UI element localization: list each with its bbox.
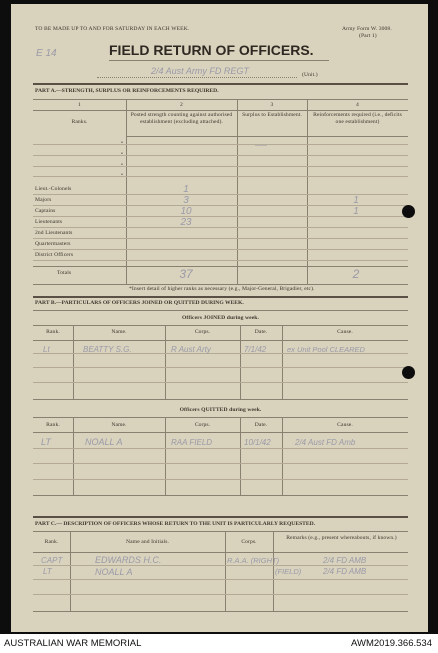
reinforcement-value: 1 [353,195,359,206]
rank-label: Captains [35,208,56,214]
col-corps: Corps. [194,329,211,335]
header-posted: Posted strength counting against authorised establishment (excluding attached). [130,112,233,125]
joined-title: Officers JOINED during week. [181,315,260,321]
joined-corps: R Aust Arty [171,345,211,354]
top-note: TO BE MADE UP TO AND FOR SATURDAY IN EACH WEEK. [35,26,190,32]
quitted-title: Officers QUITTED during week. [179,407,262,413]
joined-name: BEATTY S.G. [83,345,132,354]
col-name: Name. [111,329,127,335]
form-number: Army Form W. 3008. [342,26,392,32]
joined-date: 7/1/42 [244,345,267,354]
requested-remarks: 2/4 FD AMB [323,556,367,565]
rank-label: Lieut.-Colonels [35,186,72,192]
totals-label: Totals [57,270,72,276]
rank-label: District Officers [35,252,74,258]
total-posted: 37 [179,267,193,281]
corner-handwritten: E 14 [36,48,57,59]
form-title: FIELD RETURN OF OFFICERS. [109,42,314,58]
col-num-1: 1 [78,102,81,108]
col-name: Name. [111,422,127,428]
total-reinforcements: 2 [352,267,360,281]
col-cause: Cause. [337,422,353,428]
unit-label: (Unit.) [302,72,318,78]
joined-cause: ex Unit Pool CLEARED [287,345,365,354]
joined-rank: Lt [43,345,50,354]
quitted-name: NOALL A [85,437,123,447]
col-name-initials: Name and Initials. [126,539,169,545]
quitted-rank: LT [41,437,51,447]
col-rank: Rank. [44,539,59,545]
footer-right: AWM2019.366.534 [351,638,432,649]
header-ranks: Ranks. [71,119,88,125]
posted-value: 3 [183,195,189,206]
quitted-cause: 2/4 Aust FD Amb [295,438,356,447]
col-remarks: Remarks (e.g., present whereabouts, if known.) [286,535,397,541]
col-num-2: 2 [180,102,183,108]
part-a-title: PART A.—STRENGTH, SURPLUS OR REINFORCEMENTS REQUIRED. [35,88,219,94]
requested-rank: LT [43,567,52,576]
col-num-4: 4 [356,102,359,108]
requested-remarks: 2/4 FD AMB [323,567,367,576]
posted-value: 23 [180,217,192,228]
header-reinforcements: Reinforcements required (i.e., deficits one establishment) [313,112,402,125]
footer-bar [0,634,438,653]
col-rank: Rank. [46,422,60,428]
rank-label: 2nd Lieutenants [35,230,73,236]
rank-label: Majors [35,197,52,203]
rank-label: Quartermasters [35,241,71,247]
reinforcement-value: 1 [353,206,359,217]
col-corps: Corps. [241,539,257,545]
requested-corps: R.A.A. (RIGHT) [227,556,280,565]
part-a-footnote: *Insert detail of higher ranks as necessary (e.g., Major-General, Brigadier, etc). [129,286,315,292]
col-num-3: 3 [270,102,274,108]
requested-corps: (FIELD) [275,567,302,576]
col-date: Date. [254,422,268,428]
requested-name: NOALL A [95,567,133,577]
punch-hole [402,366,415,379]
header-surplus: Surplus to Establishment. [242,112,302,118]
part-b-title: PART B.—PARTICULARS OF OFFICERS JOINED OR QUITTED DURING WEEK. [35,300,244,306]
col-date: Date. [254,329,268,335]
col-cause: Cause. [337,329,353,335]
quitted-date: 10/1/42 [244,438,271,447]
col-corps: Corps. [194,422,211,428]
quitted-corps: RAA FIELD [171,438,213,447]
punch-hole [402,205,415,218]
requested-rank: CAPT [41,556,63,565]
unit-handwritten: 2/4 Aust Army FD REGT [151,66,249,76]
posted-value: 1 [183,184,189,195]
form-sheet: TO BE MADE UP TO AND FOR SATURDAY IN EACH WEEK. Army Form W. 3008. (Part 1) E 14 FIELD RETURN OF OFFICERS. 2/4 Aust Army FD REGT (Unit.) PART A.—STRENGTH, SURPLUS OR REINFORCEMENTS REQUIRED. 1 2 3 4 Ranks. Posted strength counting against authorised establishment (excluding attached). Surplus to Establishment. Reinforcements required (i.e., deficits one establishment) • • • • —— Lieut.-Colonels Majors Captains Lieutenants 2nd Lieutenants Quartermasters District Officers 1 3 10 23 1 1 Totals 37 2 *Insert detail of higher ranks as necessary (e.g., Major-General, Brigadier, etc). PART B.—PARTICULARS OF OFFICERS JOINED OR QUITTED DURING WEEK. Officers JOINED during week. Rank. Name. Corps. Date. Cause. Lt BEATTY S.G. R Aust Arty 7/1/42 ex Unit Pool CLEARED Officers QUITTED during week. Rank. Name. Corps. Date. Cause. LT NOALL A RAA FIELD 10/1/42 2/4 Aust FD Amb PART C.— DESCRIPTION OF OFFICERS WHOSE RETURN TO THE UNIT IS PARTICULARLY REQUESTED. Rank. Name and Initials. Corps. Remarks (e.g., present whereabouts, if known.) CAPT EDWARDS H.C. R.A.A. (RIGHT) 2/4 FD AMB LT NOALL A (FIELD) 2/4 FD AMB [11,4,428,632]
footer-left: AUSTRALIAN WAR MEMORIAL [4,638,142,649]
posted-value: 10 [180,206,192,217]
requested-name: EDWARDS H.C. [95,555,162,565]
form-part: (Part 1) [359,33,377,39]
rank-label: Lieutenants [35,219,63,225]
col-rank: Rank. [46,329,60,335]
part-c-title: PART C.— DESCRIPTION OF OFFICERS WHOSE RETURN TO THE UNIT IS PARTICULARLY REQUESTED. [35,521,316,527]
